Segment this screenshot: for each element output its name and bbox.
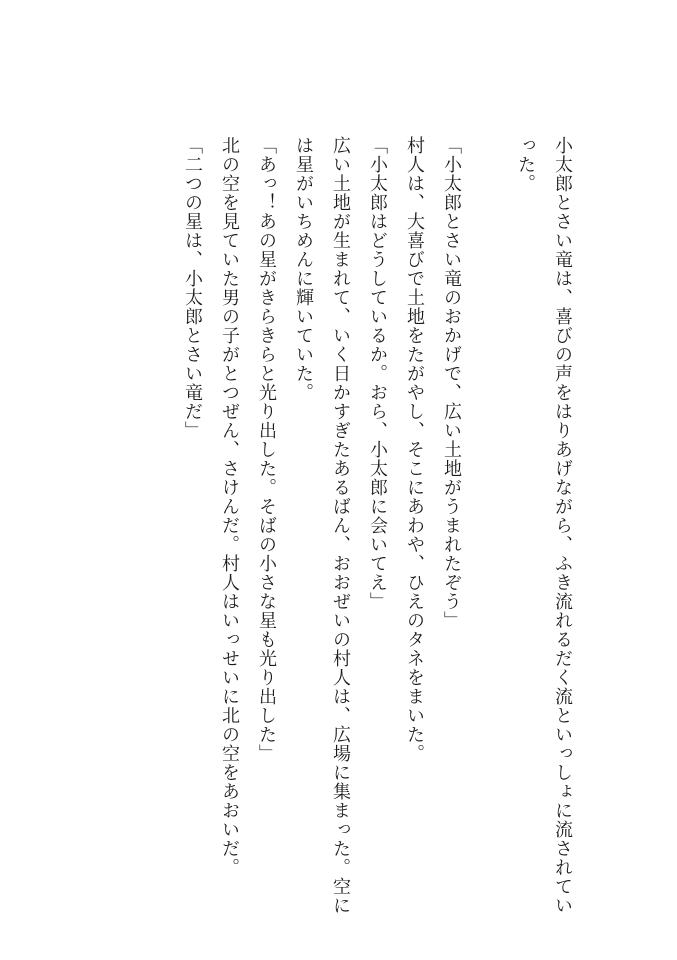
paragraph-7: 北の空を見ていた男の子がとつぜん、さけんだ。村人はいっせいに北の空をあおいだ。 <box>219 136 240 877</box>
paragraph-2: 「小太郎とさい竜のおかげで、広い土地がうまれたぞう」 <box>441 136 462 630</box>
paragraph-gap <box>470 136 507 926</box>
paragraph-4: 「小太郎はどうしているか。おら、小太郎に会いてえ」 <box>367 136 388 611</box>
vertical-text-body <box>174 136 581 926</box>
paragraph-3: 村人は、大喜びで土地をたがやし、そこにあわや、ひえのタネをまいた。 <box>404 136 425 763</box>
paragraph-6: 「あっ！あの星がきらきらと光り出した。そばの小さな星も光り出した」 <box>256 136 277 763</box>
paragraph-1: 小太郎とさい竜は、喜びの声をはりあげながら、ふき流れるだく流といっしょに流されていった。 <box>515 136 573 915</box>
paragraph-5: 広い土地が生まれて、いく日かすぎたあるばん、おおぜいの村人は、広場に集まった。空には星がいちめんに輝いていた。 <box>293 136 351 915</box>
paragraph-8: 「二つの星は、小太郎とさい竜だ」 <box>182 136 203 440</box>
